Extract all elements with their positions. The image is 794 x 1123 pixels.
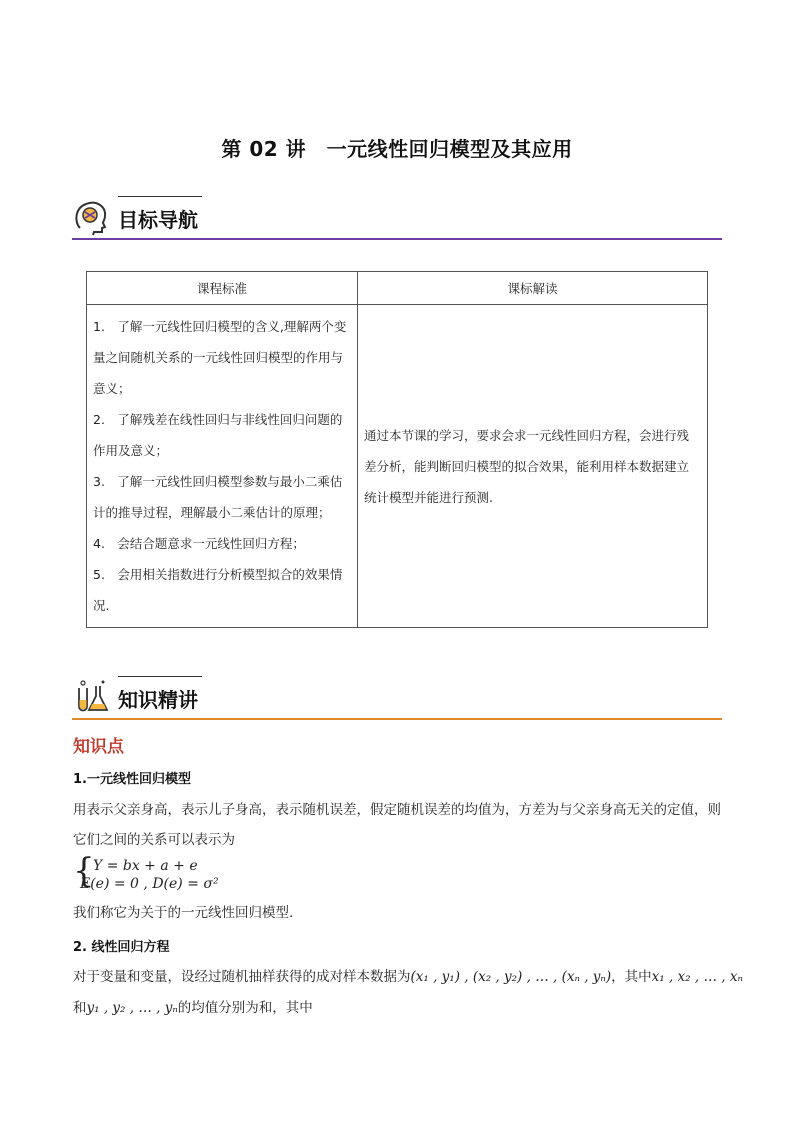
paragraph: 我们称它为关于的一元线性回归模型. [73,905,294,921]
curriculum-table [86,271,708,628]
header-top-line [118,196,202,197]
table-row [87,305,708,628]
text-run: 的均值分别为和，其中 [177,1000,313,1016]
standard-item: 5. 会用相关指数进行分析模型拟合的效果情况. [93,567,343,613]
math-xs: x₁ , x₂ , … , xₙ [651,969,743,985]
text-run: 对于变量和变量，设经过随机抽样获得的成对样本数据为 [73,969,411,985]
formula-line: E(e) = 0 , D(e) = σ² [80,876,219,892]
reading-cell [358,305,708,628]
lab-flask-icon [72,678,110,716]
reading-text: 通过本节课的学习，要求会求一元线性回归方程，会进行残差分析，能判断回归模型的拟合效果，能利用样本数据建立统计模型并能进行预测. [364,427,690,505]
math-pairs: (x₁ , y₁) , (x₂ , y₂) , … , (xₙ , yₙ) [410,969,612,985]
standard-item: 2. 了解残差在线性回归与非线性回归问题的作用及意义； [93,412,343,458]
section-label: 目标导航 [118,208,198,232]
text-run: 和 [73,1000,87,1016]
header-top-line [118,676,202,677]
table-header-row [87,272,708,305]
table-header: 课标解读 [358,272,708,305]
standard-item: 4. 会结合题意求一元线性回归方程； [93,536,305,551]
paragraph [73,993,723,1023]
table-header: 课程标准 [87,272,358,305]
knowledge-point-heading: 知识点 [73,737,124,757]
paragraph: 用表示父亲身高，表示儿子身高，表示随机误差，假定随机误差的均值为，方差为与父亲身高无关的定值，则它们之间的关系可以表示为 [73,802,721,848]
paragraph [73,962,743,992]
section-header-goals [72,196,722,240]
section-rule [72,238,722,240]
section-rule [72,718,722,720]
subsection-heading: 1.一元线性回归模型 [73,772,191,787]
brain-head-icon [72,198,110,236]
standard-item: 3. 了解一元线性回归模型参数与最小二乘估计的推导过程，理解最小二乘估计的原理； [93,474,343,520]
page-title: 第 02 讲 一元线性回归模型及其应用 [221,137,573,161]
standards-cell [87,305,358,628]
brace-glyph: { [73,851,95,891]
section-header-knowledge [72,676,722,720]
standard-item: 1. 了解一元线性回归模型的含义,理解两个变量之间随机关系的一元线性回归模型的作用与意义； [93,319,347,396]
formula-line: Y = bx + a + e [93,858,198,874]
text-run: ，其中 [611,969,652,985]
subsection-heading: 2. 线性回归方程 [73,940,170,955]
section-label: 知识精讲 [118,688,198,712]
math-ys: y₁ , y₂ , … , yₙ [86,1000,178,1016]
